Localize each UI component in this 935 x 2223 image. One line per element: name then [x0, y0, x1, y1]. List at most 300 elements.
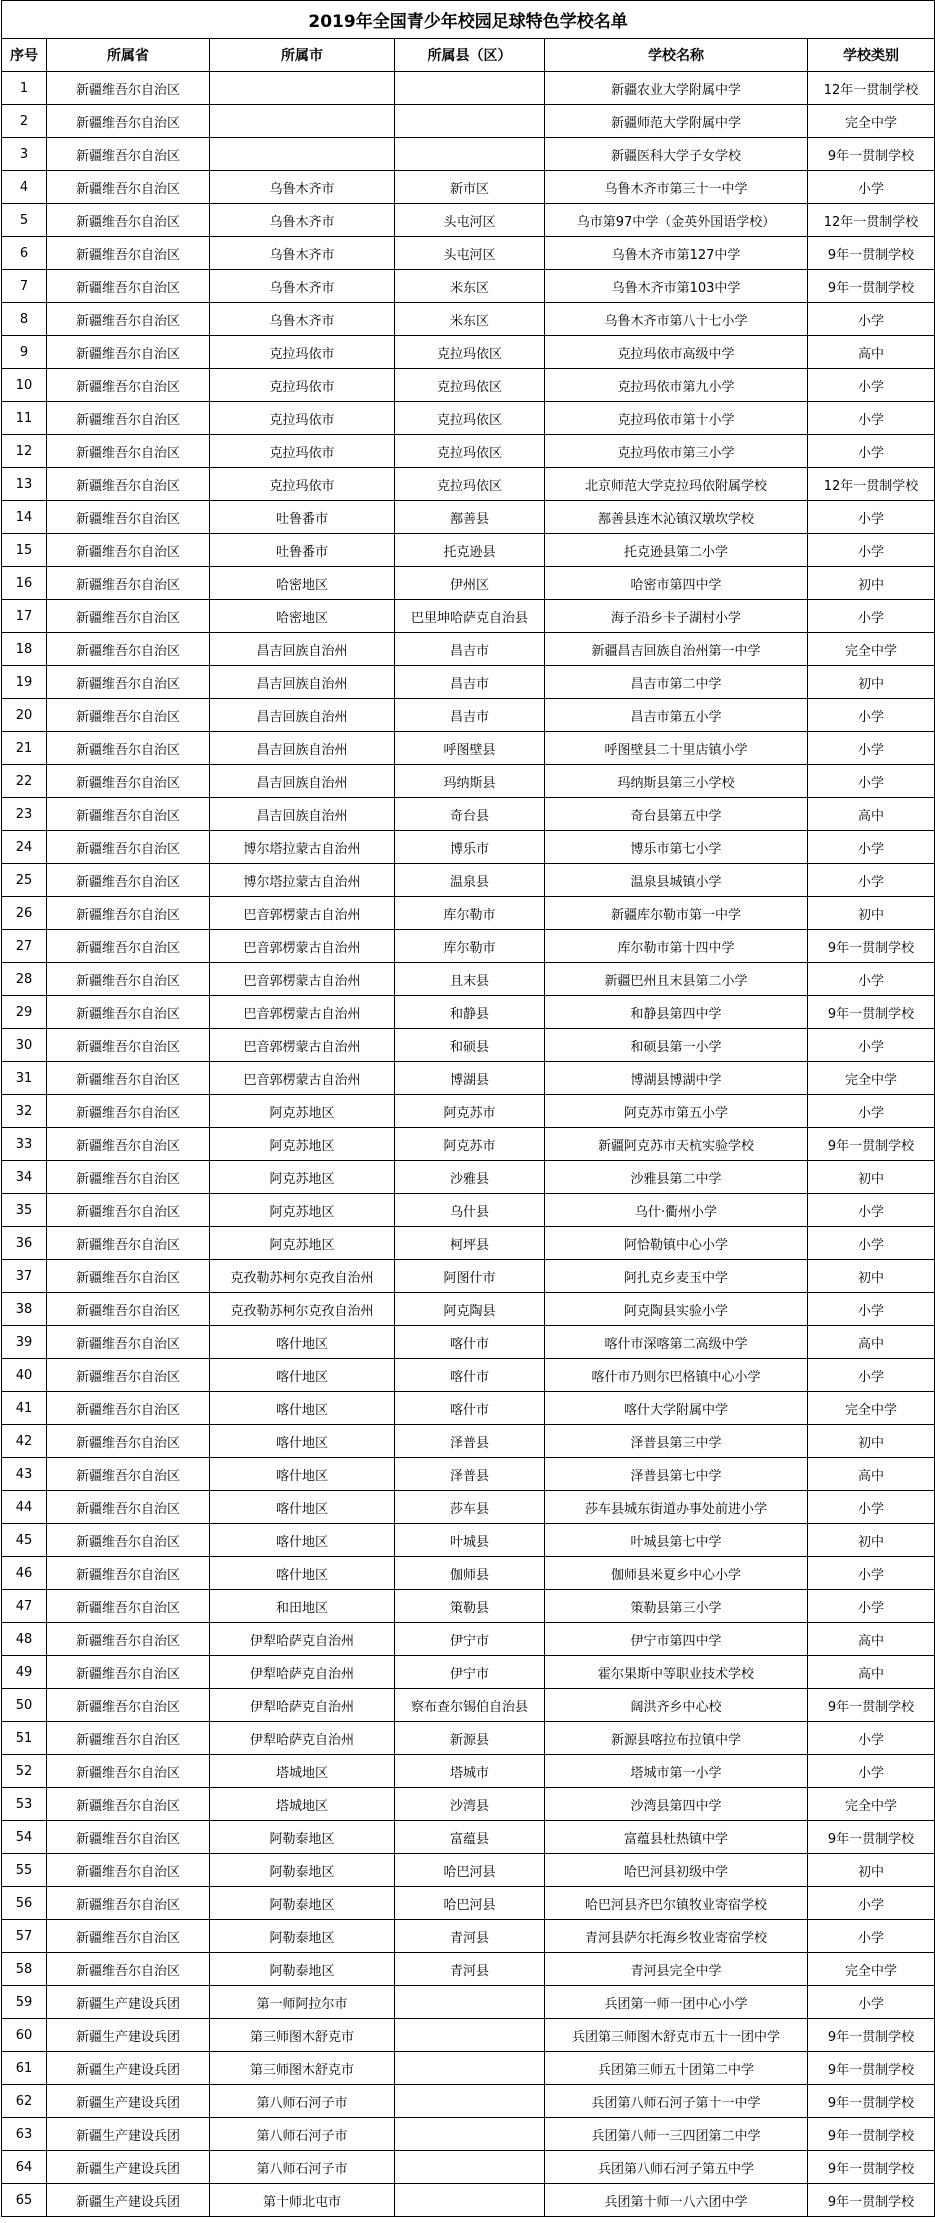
- table-row: [2, 1920, 935, 1953]
- table-title: 2019年全国青少年校园足球特色学校名单: [2, 1, 935, 39]
- table-row: [2, 1953, 935, 1986]
- cell-school-type: 完全中学: [808, 105, 935, 138]
- cell-school-type: 小学: [808, 1590, 935, 1623]
- table-row: [2, 666, 935, 699]
- cell-county: 叶城县: [395, 1524, 545, 1557]
- cell-city: 昌吉回族自治州: [210, 666, 395, 699]
- cell-city: 喀什地区: [210, 1359, 395, 1392]
- cell-province: 新疆生产建设兵团: [47, 2052, 210, 2085]
- cell-index: 37: [2, 1260, 47, 1293]
- cell-city: 阿勒泰地区: [210, 1920, 395, 1953]
- cell-county: 克拉玛依区: [395, 468, 545, 501]
- cell-index: 22: [2, 765, 47, 798]
- cell-county: 头屯河区: [395, 204, 545, 237]
- cell-school-type: 初中: [808, 1854, 935, 1887]
- cell-city: 克孜勒苏柯尔克孜自治州: [210, 1293, 395, 1326]
- cell-school-type: 9年一贯制学校: [808, 996, 935, 1029]
- table-row: [2, 1524, 935, 1557]
- cell-county: 和硕县: [395, 1029, 545, 1062]
- cell-city: 昌吉回族自治州: [210, 765, 395, 798]
- cell-province: 新疆维吾尔自治区: [47, 1029, 210, 1062]
- cell-school-name: 喀什市乃则尔巴格镇中心小学: [545, 1359, 808, 1392]
- cell-index: 46: [2, 1557, 47, 1590]
- cell-county: 博乐市: [395, 831, 545, 864]
- cell-school-type: 小学: [808, 864, 935, 897]
- cell-city: 喀什地区: [210, 1326, 395, 1359]
- cell-county: [395, 1986, 545, 2019]
- cell-city: 克拉玛依市: [210, 402, 395, 435]
- cell-index: 60: [2, 2019, 47, 2052]
- cell-index: 3: [2, 138, 47, 171]
- cell-province: 新疆维吾尔自治区: [47, 1524, 210, 1557]
- table-row: [2, 1392, 935, 1425]
- cell-province: 新疆维吾尔自治区: [47, 534, 210, 567]
- cell-index: 8: [2, 303, 47, 336]
- table-row: [2, 72, 935, 105]
- table-row: [2, 303, 935, 336]
- table-row: [2, 1854, 935, 1887]
- cell-school-type: 小学: [808, 369, 935, 402]
- cell-index: 31: [2, 1062, 47, 1095]
- cell-school-name: 乌什·衢州小学: [545, 1194, 808, 1227]
- cell-school-type: 9年一贯制学校: [808, 930, 935, 963]
- cell-index: 25: [2, 864, 47, 897]
- cell-school-name: 阿恰勒镇中心小学: [545, 1227, 808, 1260]
- cell-province: 新疆生产建设兵团: [47, 2151, 210, 2184]
- cell-county: 塔城市: [395, 1755, 545, 1788]
- title-row: [2, 1, 935, 39]
- cell-index: 61: [2, 2052, 47, 2085]
- cell-school-type: 小学: [808, 963, 935, 996]
- cell-index: 44: [2, 1491, 47, 1524]
- table-row: [2, 369, 935, 402]
- cell-county: 博湖县: [395, 1062, 545, 1095]
- cell-city: 和田地区: [210, 1590, 395, 1623]
- cell-city: 喀什地区: [210, 1458, 395, 1491]
- cell-county: 阿克陶县: [395, 1293, 545, 1326]
- cell-school-name: 霍尔果斯中等职业技术学校: [545, 1656, 808, 1689]
- cell-index: 21: [2, 732, 47, 765]
- cell-county: 库尔勒市: [395, 930, 545, 963]
- cell-school-name: 喀什大学附属中学: [545, 1392, 808, 1425]
- cell-school-type: 9年一贯制学校: [808, 2085, 935, 2118]
- cell-school-name: 奇台县第五中学: [545, 798, 808, 831]
- cell-school-type: 9年一贯制学校: [808, 237, 935, 270]
- cell-county: [395, 2085, 545, 2118]
- cell-school-name: 青河县完全中学: [545, 1953, 808, 1986]
- cell-city: 克拉玛依市: [210, 468, 395, 501]
- cell-school-type: 9年一贯制学校: [808, 2118, 935, 2151]
- table-body: [2, 72, 935, 2217]
- cell-province: 新疆维吾尔自治区: [47, 1821, 210, 1854]
- cell-province: 新疆维吾尔自治区: [47, 963, 210, 996]
- cell-index: 53: [2, 1788, 47, 1821]
- cell-school-type: 小学: [808, 1986, 935, 2019]
- cell-province: 新疆维吾尔自治区: [47, 270, 210, 303]
- cell-school-name: 兵团第三师五十团第二中学: [545, 2052, 808, 2085]
- cell-city: 阿勒泰地区: [210, 1887, 395, 1920]
- cell-city: 塔城地区: [210, 1755, 395, 1788]
- cell-city: 巴音郭楞蒙古自治州: [210, 1062, 395, 1095]
- cell-province: 新疆维吾尔自治区: [47, 303, 210, 336]
- cell-school-name: 新疆巴州且末县第二小学: [545, 963, 808, 996]
- table-row: [2, 765, 935, 798]
- cell-index: 50: [2, 1689, 47, 1722]
- header-cell-city: 所属市: [210, 39, 395, 72]
- cell-index: 57: [2, 1920, 47, 1953]
- cell-school-name: 新疆医科大学子女学校: [545, 138, 808, 171]
- cell-index: 65: [2, 2184, 47, 2217]
- cell-county: 巴里坤哈萨克自治县: [395, 600, 545, 633]
- cell-school-type: 小学: [808, 1359, 935, 1392]
- cell-province: 新疆维吾尔自治区: [47, 1887, 210, 1920]
- cell-index: 13: [2, 468, 47, 501]
- cell-school-name: 兵团第八师石河子第十一中学: [545, 2085, 808, 2118]
- table-row: [2, 1689, 935, 1722]
- header-cell-school-type: 学校类别: [808, 39, 935, 72]
- cell-county: 玛纳斯县: [395, 765, 545, 798]
- cell-school-type: 小学: [808, 402, 935, 435]
- header-cell-province: 所属省: [47, 39, 210, 72]
- cell-city: 乌鲁木齐市: [210, 237, 395, 270]
- cell-city: 巴音郭楞蒙古自治州: [210, 996, 395, 1029]
- cell-index: 47: [2, 1590, 47, 1623]
- cell-province: 新疆维吾尔自治区: [47, 1326, 210, 1359]
- cell-school-type: 初中: [808, 567, 935, 600]
- cell-school-type: 完全中学: [808, 633, 935, 666]
- cell-city: 阿勒泰地区: [210, 1953, 395, 1986]
- cell-city: [210, 105, 395, 138]
- cell-city: 哈密地区: [210, 600, 395, 633]
- cell-school-name: 新疆库尔勒市第一中学: [545, 897, 808, 930]
- cell-province: 新疆维吾尔自治区: [47, 567, 210, 600]
- cell-city: 阿克苏地区: [210, 1194, 395, 1227]
- cell-city: 克拉玛依市: [210, 336, 395, 369]
- cell-county: 富蕴县: [395, 1821, 545, 1854]
- cell-province: 新疆维吾尔自治区: [47, 864, 210, 897]
- cell-school-name: 哈巴河县齐巴尔镇牧业寄宿学校: [545, 1887, 808, 1920]
- table-row: [2, 237, 935, 270]
- table-row: [2, 1557, 935, 1590]
- cell-county: 乌什县: [395, 1194, 545, 1227]
- cell-school-name: 新疆昌吉回族自治州第一中学: [545, 633, 808, 666]
- cell-province: 新疆维吾尔自治区: [47, 1491, 210, 1524]
- cell-school-type: 完全中学: [808, 1953, 935, 1986]
- cell-province: 新疆生产建设兵团: [47, 1986, 210, 2019]
- cell-school-name: 泽普县第七中学: [545, 1458, 808, 1491]
- cell-school-type: 小学: [808, 1887, 935, 1920]
- cell-province: 新疆维吾尔自治区: [47, 1656, 210, 1689]
- cell-county: 察布查尔锡伯自治县: [395, 1689, 545, 1722]
- cell-province: 新疆维吾尔自治区: [47, 1458, 210, 1491]
- cell-city: 昌吉回族自治州: [210, 732, 395, 765]
- cell-province: 新疆维吾尔自治区: [47, 501, 210, 534]
- cell-city: [210, 72, 395, 105]
- cell-index: 38: [2, 1293, 47, 1326]
- cell-school-name: 兵团第十师一八六团中学: [545, 2184, 808, 2217]
- cell-city: 阿勒泰地区: [210, 1821, 395, 1854]
- table-row: [2, 1491, 935, 1524]
- cell-index: 48: [2, 1623, 47, 1656]
- cell-city: 克拉玛依市: [210, 435, 395, 468]
- cell-index: 54: [2, 1821, 47, 1854]
- cell-province: 新疆维吾尔自治区: [47, 1557, 210, 1590]
- cell-school-name: 阿克陶县实验小学: [545, 1293, 808, 1326]
- cell-county: 头屯河区: [395, 237, 545, 270]
- cell-school-type: 9年一贯制学校: [808, 2151, 935, 2184]
- cell-school-type: 12年一贯制学校: [808, 468, 935, 501]
- cell-school-name: 昌吉市第二中学: [545, 666, 808, 699]
- cell-school-name: 库尔勒市第十四中学: [545, 930, 808, 963]
- cell-school-type: 高中: [808, 1656, 935, 1689]
- table-row: [2, 1128, 935, 1161]
- cell-province: 新疆维吾尔自治区: [47, 1920, 210, 1953]
- cell-school-name: 海子沿乡卡子湖村小学: [545, 600, 808, 633]
- cell-city: 第十师北屯市: [210, 2184, 395, 2217]
- cell-school-type: 初中: [808, 1161, 935, 1194]
- cell-city: 伊犁哈萨克自治州: [210, 1722, 395, 1755]
- cell-index: 55: [2, 1854, 47, 1887]
- cell-county: 阿图什市: [395, 1260, 545, 1293]
- cell-school-type: 小学: [808, 699, 935, 732]
- cell-index: 9: [2, 336, 47, 369]
- cell-province: 新疆生产建设兵团: [47, 2019, 210, 2052]
- cell-school-name: 莎车县城东街道办事处前进小学: [545, 1491, 808, 1524]
- cell-city: 第三师图木舒克市: [210, 2052, 395, 2085]
- cell-school-type: 高中: [808, 1458, 935, 1491]
- cell-school-name: 阔洪齐乡中心校: [545, 1689, 808, 1722]
- cell-province: 新疆维吾尔自治区: [47, 1854, 210, 1887]
- cell-county: 阿克苏市: [395, 1095, 545, 1128]
- cell-school-type: 9年一贯制学校: [808, 270, 935, 303]
- cell-county: 沙雅县: [395, 1161, 545, 1194]
- cell-school-type: 完全中学: [808, 1062, 935, 1095]
- table-row: [2, 1293, 935, 1326]
- cell-county: 昌吉市: [395, 666, 545, 699]
- cell-school-name: 和硕县第一小学: [545, 1029, 808, 1062]
- cell-index: 42: [2, 1425, 47, 1458]
- cell-county: 伊宁市: [395, 1623, 545, 1656]
- cell-city: 伊犁哈萨克自治州: [210, 1656, 395, 1689]
- cell-school-name: 沙雅县第二中学: [545, 1161, 808, 1194]
- cell-province: 新疆维吾尔自治区: [47, 1161, 210, 1194]
- cell-school-name: 博湖县博湖中学: [545, 1062, 808, 1095]
- cell-index: 39: [2, 1326, 47, 1359]
- table-row: [2, 1788, 935, 1821]
- cell-index: 18: [2, 633, 47, 666]
- table-row: [2, 1062, 935, 1095]
- cell-school-type: 高中: [808, 1326, 935, 1359]
- cell-school-name: 伊宁市第四中学: [545, 1623, 808, 1656]
- cell-county: 和静县: [395, 996, 545, 1029]
- cell-school-type: 初中: [808, 1425, 935, 1458]
- school-list-table: [1, 0, 935, 2217]
- cell-city: 巴音郭楞蒙古自治州: [210, 963, 395, 996]
- cell-school-type: 初中: [808, 666, 935, 699]
- cell-county: 哈巴河县: [395, 1887, 545, 1920]
- cell-school-type: 小学: [808, 1557, 935, 1590]
- cell-school-name: 乌鲁木齐市第三十一中学: [545, 171, 808, 204]
- cell-school-type: 小学: [808, 534, 935, 567]
- cell-city: 昌吉回族自治州: [210, 633, 395, 666]
- cell-county: 柯坪县: [395, 1227, 545, 1260]
- cell-index: 14: [2, 501, 47, 534]
- cell-index: 11: [2, 402, 47, 435]
- table-row: [2, 2019, 935, 2052]
- cell-index: 23: [2, 798, 47, 831]
- cell-province: 新疆维吾尔自治区: [47, 600, 210, 633]
- cell-city: 喀什地区: [210, 1491, 395, 1524]
- cell-county: [395, 105, 545, 138]
- cell-school-type: 12年一贯制学校: [808, 204, 935, 237]
- cell-county: [395, 2151, 545, 2184]
- cell-school-type: 小学: [808, 1227, 935, 1260]
- cell-school-type: 高中: [808, 798, 935, 831]
- cell-city: 哈密地区: [210, 567, 395, 600]
- cell-province: 新疆维吾尔自治区: [47, 897, 210, 930]
- cell-school-type: 小学: [808, 1491, 935, 1524]
- cell-index: 59: [2, 1986, 47, 2019]
- cell-index: 24: [2, 831, 47, 864]
- cell-index: 16: [2, 567, 47, 600]
- cell-county: [395, 2019, 545, 2052]
- cell-school-type: 小学: [808, 501, 935, 534]
- cell-index: 17: [2, 600, 47, 633]
- cell-school-type: 9年一贯制学校: [808, 1821, 935, 1854]
- cell-province: 新疆维吾尔自治区: [47, 1227, 210, 1260]
- cell-province: 新疆维吾尔自治区: [47, 435, 210, 468]
- cell-city: 昌吉回族自治州: [210, 798, 395, 831]
- cell-index: 15: [2, 534, 47, 567]
- cell-city: 塔城地区: [210, 1788, 395, 1821]
- table-row: [2, 897, 935, 930]
- cell-index: 63: [2, 2118, 47, 2151]
- cell-school-name: 昌吉市第五小学: [545, 699, 808, 732]
- cell-school-name: 哈巴河县初级中学: [545, 1854, 808, 1887]
- table-row: [2, 831, 935, 864]
- cell-province: 新疆维吾尔自治区: [47, 1095, 210, 1128]
- cell-school-type: 9年一贯制学校: [808, 138, 935, 171]
- cell-index: 2: [2, 105, 47, 138]
- cell-index: 34: [2, 1161, 47, 1194]
- cell-province: 新疆维吾尔自治区: [47, 1194, 210, 1227]
- cell-province: 新疆维吾尔自治区: [47, 1425, 210, 1458]
- cell-province: 新疆维吾尔自治区: [47, 666, 210, 699]
- cell-school-type: 小学: [808, 1722, 935, 1755]
- cell-school-name: 新疆阿克苏市天杭实验学校: [545, 1128, 808, 1161]
- cell-school-name: 阿扎克乡麦玉中学: [545, 1260, 808, 1293]
- cell-index: 27: [2, 930, 47, 963]
- table-row: [2, 1095, 935, 1128]
- cell-school-name: 泽普县第三中学: [545, 1425, 808, 1458]
- cell-index: 45: [2, 1524, 47, 1557]
- cell-county: [395, 2118, 545, 2151]
- cell-school-name: 新疆师范大学附属中学: [545, 105, 808, 138]
- cell-city: 第八师石河子市: [210, 2085, 395, 2118]
- cell-index: 6: [2, 237, 47, 270]
- cell-index: 49: [2, 1656, 47, 1689]
- cell-county: 伊州区: [395, 567, 545, 600]
- cell-province: 新疆维吾尔自治区: [47, 1953, 210, 1986]
- cell-county: 克拉玛依区: [395, 336, 545, 369]
- table-row: [2, 1458, 935, 1491]
- cell-county: 昌吉市: [395, 699, 545, 732]
- cell-school-type: 小学: [808, 1920, 935, 1953]
- cell-county: 米东区: [395, 303, 545, 336]
- cell-city: 喀什地区: [210, 1425, 395, 1458]
- cell-county: 呼图壁县: [395, 732, 545, 765]
- cell-province: 新疆维吾尔自治区: [47, 105, 210, 138]
- table-row: [2, 1755, 935, 1788]
- cell-county: 新源县: [395, 1722, 545, 1755]
- table-row: [2, 732, 935, 765]
- cell-school-name: 克拉玛依市第三小学: [545, 435, 808, 468]
- cell-school-name: 克拉玛依市第十小学: [545, 402, 808, 435]
- table-row: [2, 1359, 935, 1392]
- table-row: [2, 567, 935, 600]
- cell-province: 新疆维吾尔自治区: [47, 1689, 210, 1722]
- cell-province: 新疆维吾尔自治区: [47, 798, 210, 831]
- cell-index: 64: [2, 2151, 47, 2184]
- cell-city: 巴音郭楞蒙古自治州: [210, 930, 395, 963]
- cell-school-type: 小学: [808, 831, 935, 864]
- cell-county: 泽普县: [395, 1425, 545, 1458]
- table-row: [2, 2118, 935, 2151]
- cell-school-name: 温泉县城镇小学: [545, 864, 808, 897]
- table-row: [2, 699, 935, 732]
- cell-index: 51: [2, 1722, 47, 1755]
- cell-province: 新疆维吾尔自治区: [47, 699, 210, 732]
- cell-index: 28: [2, 963, 47, 996]
- cell-county: 策勒县: [395, 1590, 545, 1623]
- cell-city: 乌鲁木齐市: [210, 171, 395, 204]
- cell-province: 新疆维吾尔自治区: [47, 1062, 210, 1095]
- cell-province: 新疆维吾尔自治区: [47, 204, 210, 237]
- table-row: [2, 1260, 935, 1293]
- cell-county: [395, 138, 545, 171]
- cell-school-name: 兵团第八师一三四团第二中学: [545, 2118, 808, 2151]
- cell-school-type: 小学: [808, 435, 935, 468]
- cell-school-type: 完全中学: [808, 1788, 935, 1821]
- cell-county: 喀什市: [395, 1326, 545, 1359]
- table-row: [2, 204, 935, 237]
- cell-county: 新市区: [395, 171, 545, 204]
- cell-city: 克拉玛依市: [210, 369, 395, 402]
- cell-county: 伽师县: [395, 1557, 545, 1590]
- cell-county: 青河县: [395, 1953, 545, 1986]
- cell-county: 昌吉市: [395, 633, 545, 666]
- cell-city: 巴音郭楞蒙古自治州: [210, 1029, 395, 1062]
- cell-index: 43: [2, 1458, 47, 1491]
- cell-county: [395, 2184, 545, 2217]
- cell-county: 沙湾县: [395, 1788, 545, 1821]
- cell-city: 乌鲁木齐市: [210, 204, 395, 237]
- table-row: [2, 1722, 935, 1755]
- cell-county: 克拉玛依区: [395, 402, 545, 435]
- cell-province: 新疆生产建设兵团: [47, 2085, 210, 2118]
- table-row: [2, 600, 935, 633]
- table-row: [2, 1623, 935, 1656]
- cell-index: 26: [2, 897, 47, 930]
- cell-index: 36: [2, 1227, 47, 1260]
- cell-county: 伊宁市: [395, 1656, 545, 1689]
- cell-county: 喀什市: [395, 1359, 545, 1392]
- cell-province: 新疆维吾尔自治区: [47, 1722, 210, 1755]
- cell-county: 库尔勒市: [395, 897, 545, 930]
- cell-province: 新疆维吾尔自治区: [47, 1293, 210, 1326]
- cell-school-name: 沙湾县第四中学: [545, 1788, 808, 1821]
- cell-city: 喀什地区: [210, 1524, 395, 1557]
